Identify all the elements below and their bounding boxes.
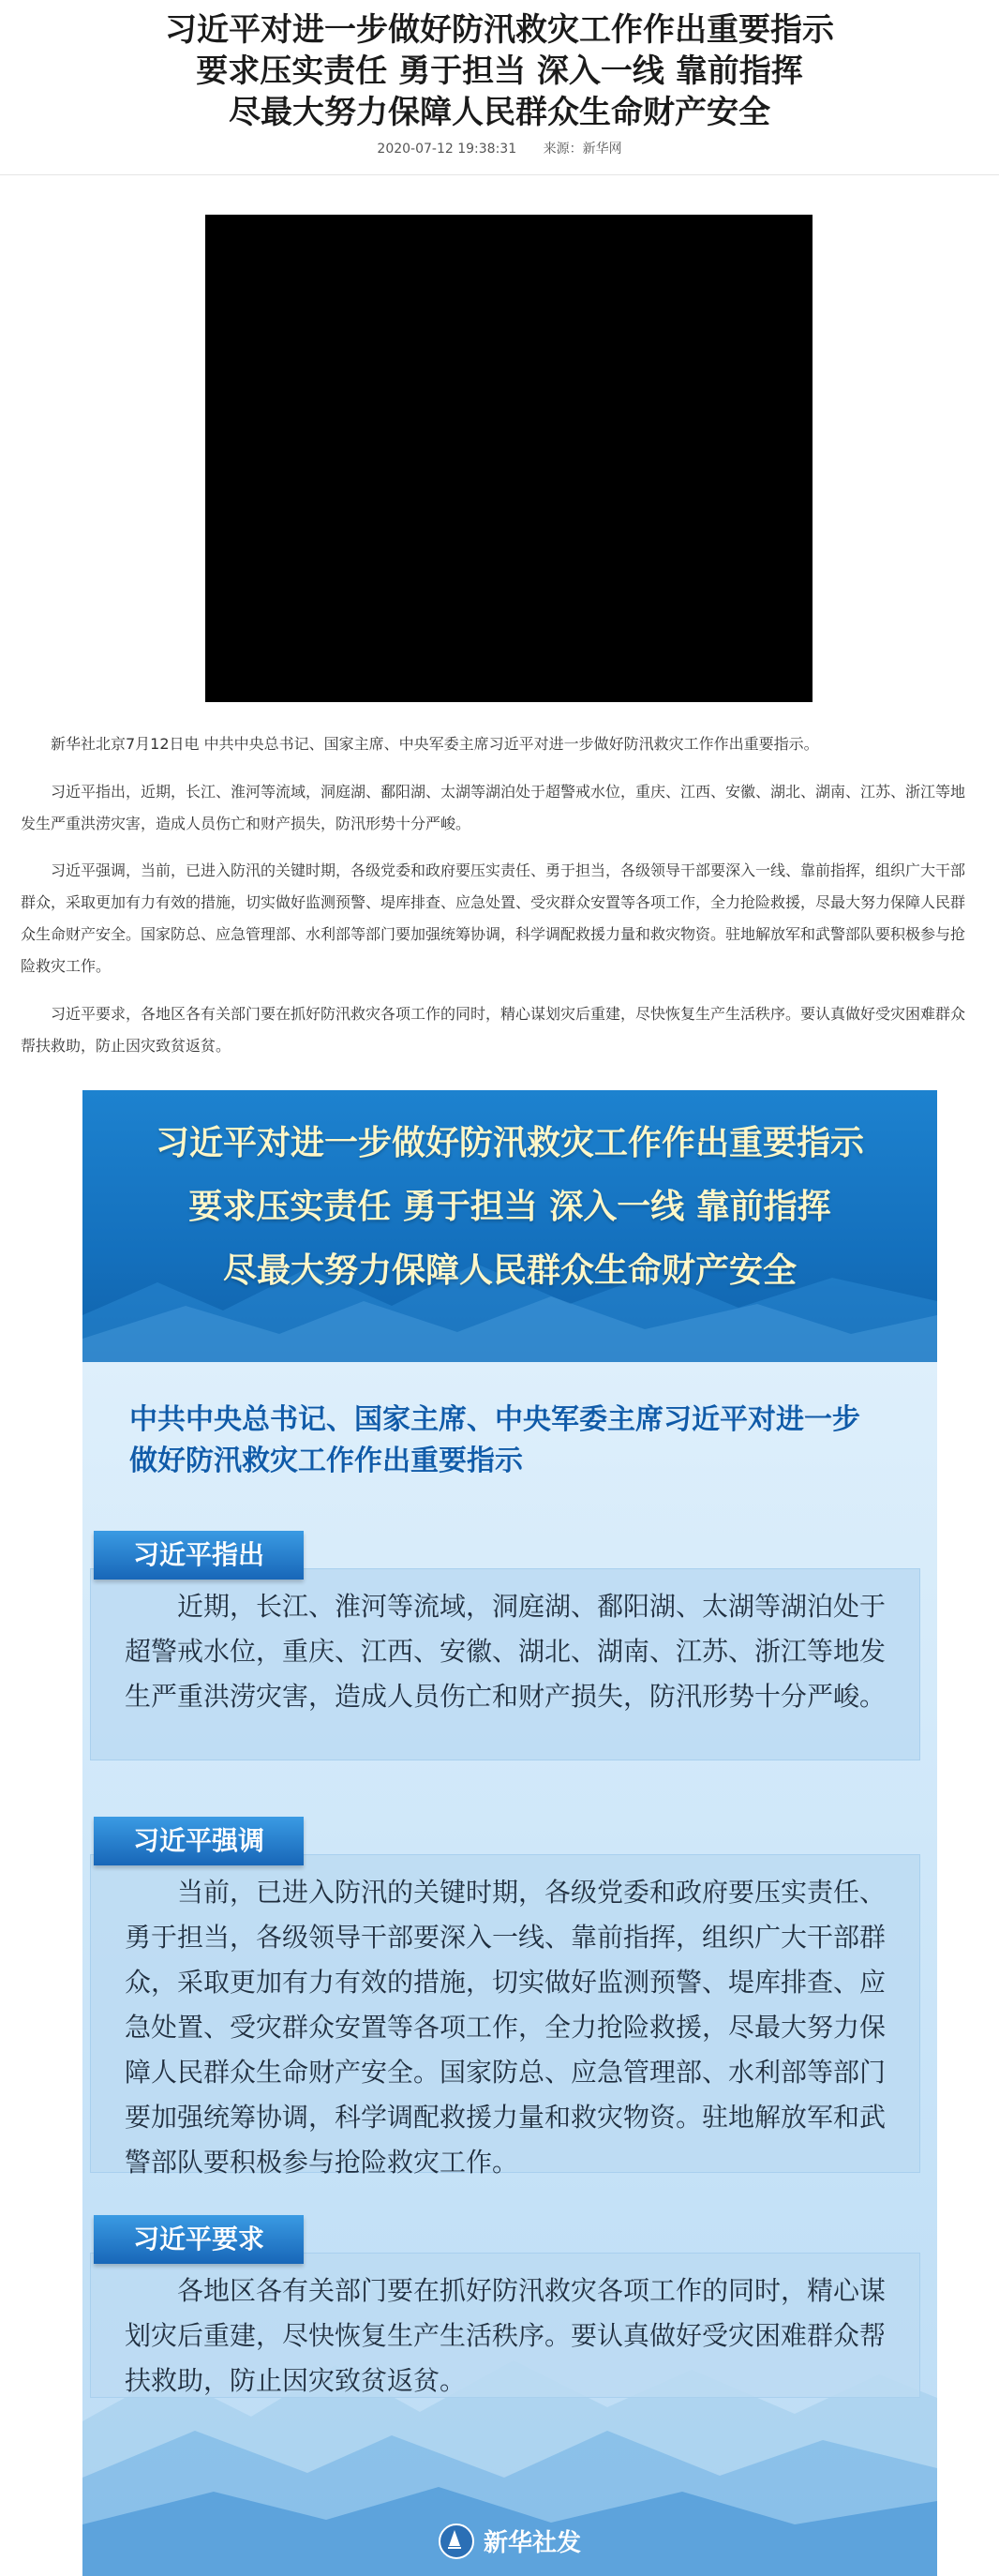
infographic-subtitle-line-1: 中共中央总书记、国家主席、中央军委主席习近平对进一步 bbox=[129, 1403, 860, 1436]
article-header bbox=[0, 0, 999, 175]
infographic-subtitle-line-2: 做好防汛救灾工作作出重要指示 bbox=[129, 1445, 523, 1477]
article-datetime: 2020-07-12 19:38:31 bbox=[377, 142, 517, 157]
article-title-line-3: 尽最大努力保障人民群众生命财产安全 bbox=[229, 94, 770, 131]
article-paragraph-4: 习近平要求，各地区各有关部门要在抓好防汛救灾各项工作的同时，精心谋划灾后重建，尽快恢复生产生活秩序。要认真做好受灾困难群众帮扶救助，防止因灾致贫返贫。 bbox=[21, 1005, 966, 1055]
xinhua-logo-icon bbox=[439, 2524, 474, 2559]
section-box-stresses bbox=[90, 1854, 920, 2178]
infographic-title-line-1: 习近平对进一步做好防汛救灾工作作出重要指示 bbox=[155, 1124, 864, 1162]
article-paragraph-1: 新华社北京7月12日电 中共中央总书记、国家主席、中央军委主席习近平对进一步做好防汛救灾工作作出重要指示。 bbox=[51, 735, 819, 753]
article-title-line-2: 要求压实责任 勇于担当 深入一线 靠前指挥 bbox=[196, 52, 803, 90]
section-box-requires bbox=[90, 2253, 920, 2398]
section-label-points-out: 习近平指出 bbox=[94, 1531, 304, 1580]
article-title-line-1: 习近平对进一步做好防汛救灾工作作出重要指示 bbox=[165, 11, 834, 49]
infographic-banner bbox=[82, 1090, 937, 1362]
article-source: 来源：新华网 bbox=[543, 142, 622, 157]
section-text-stresses: 当前，已进入防汛的关键时期，各级党委和政府要压实责任、勇于担当，各级领导干部要深入一线、靠前指挥，组织广大干部群众，采取更加有力有效的措施，切实做好监测预警、堤库排查、应急处置、受灾群众安置等各项工作，全力抢险救援，尽最大努力保障人民群众生命财产安全。国家防总、应急管理部、水利部等部门要加强统筹协调，科学调配救援力量和救灾物资。驻地解放军和武警部队要积极参与抢险救灾工作。 bbox=[125, 1877, 887, 2178]
section-label-stresses: 习近平强调 bbox=[94, 1817, 304, 1865]
article-paragraph-2: 习近平指出，近期，长江、淮河等流域，洞庭湖、鄱阳湖、太湖等湖泊处于超警戒水位，重庆、江西、安徽、湖北、湖南、江苏、浙江等地发生严重洪涝灾害，造成人员伤亡和财产损失，防汛形势十分严峻。 bbox=[21, 783, 966, 832]
section-text-points-out: 近期，长江、淮河等流域，洞庭湖、鄱阳湖、太湖等湖泊处于超警戒水位，重庆、江西、安徽、湖北、湖南、江苏、浙江等地发生严重洪涝灾害，造成人员伤亡和财产损失，防汛形势十分严峻。 bbox=[125, 1591, 887, 1712]
infographic-title-line-2: 要求压实责任 勇于担当 深入一线 靠前指挥 bbox=[188, 1188, 831, 1226]
infographic-footer bbox=[82, 2524, 937, 2562]
footer-credit: 新华社发 bbox=[483, 2529, 581, 2557]
article-paragraph-3: 习近平强调，当前，已进入防汛的关键时期，各级党委和政府要压实责任、勇于担当，各级领导干部要深入一线、靠前指挥，组织广大干部群众，采取更加有力有效的措施，切实做好监测预警、堤库排查、应急处置、受灾群众安置等各项工作，全力抢险救援，尽最大努力保障人民群众生命财产安全。国家防总、应急管理部、水利部等部门要加强统筹协调，科学调配救援力量和救灾物资。驻地解放军和武警部队要积极参与抢险救灾工作。 bbox=[21, 861, 966, 975]
article-meta bbox=[0, 139, 999, 157]
section-box-points-out bbox=[90, 1568, 920, 1760]
section-text-requires: 各地区各有关部门要在抓好防汛救灾各项工作的同时，精心谋划灾后重建，尽快恢复生产生活秩序。要认真做好受灾困难群众帮扶救助，防止因灾致贫返贫。 bbox=[125, 2275, 887, 2396]
video-player[interactable] bbox=[205, 215, 813, 702]
infographic-title-line-3: 尽最大努力保障人民群众生命财产安全 bbox=[222, 1251, 797, 1290]
infographic bbox=[82, 1090, 937, 2576]
section-label-requires: 习近平要求 bbox=[94, 2215, 304, 2264]
